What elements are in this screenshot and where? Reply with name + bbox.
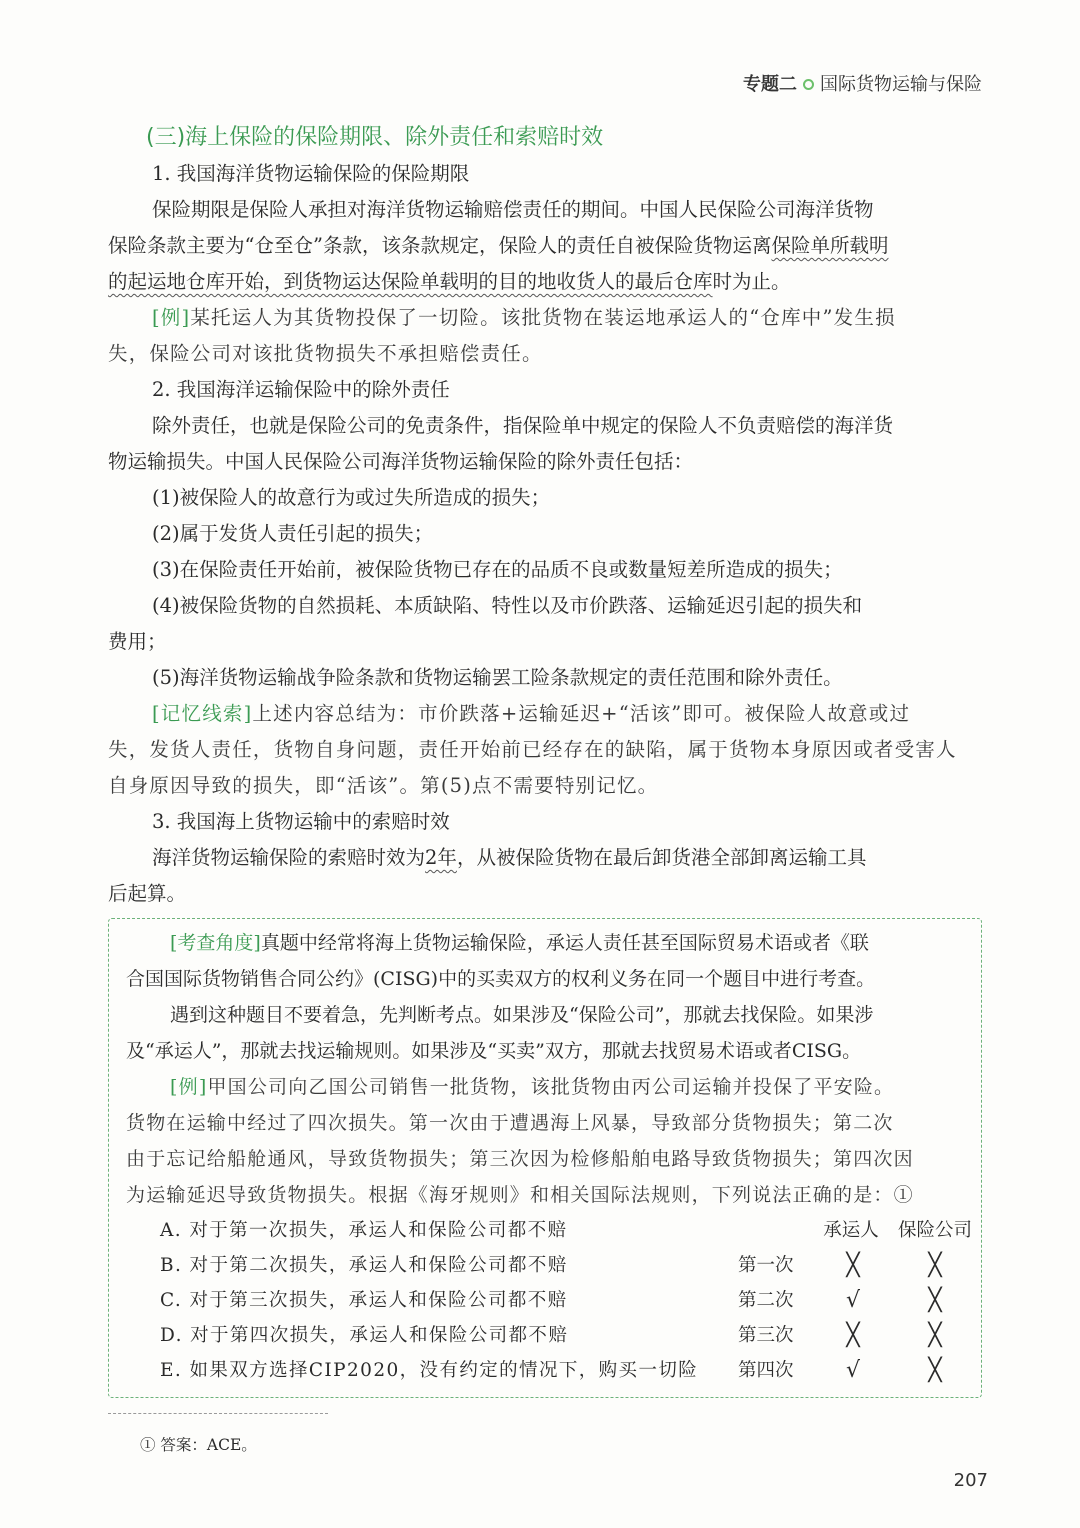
footnote: ① 答案：ACE。 [140, 1436, 257, 1454]
angle-tag: [考查角度] [170, 932, 261, 954]
exclusion-item-1: (1)被保险人的故意行为或过失所造成的损失； [152, 486, 551, 509]
emphasized-text: 保险单所载明 [771, 234, 889, 257]
s1-p1-line3 [108, 264, 982, 300]
exclusion-item-4: (4)被保险货物的自然损耗、本质缺陷、特性以及市价跌落、运输延迟引起的损失和 [152, 594, 863, 617]
option-d: D. 对于第四次损失，承运人和保险公司都不赔 [160, 1325, 569, 1346]
running-header [743, 70, 982, 96]
angle-line4: 及“承运人”，那就去找运输规则。如果涉及“买卖”双方，那就去找贸易术语或者CISG。 [126, 1040, 862, 1062]
table-row [738, 1353, 978, 1388]
s1-p1-line1: 保险期限是保险人承担对海洋货物运输赔偿责任的期间。中国人民保险公司海洋货物 [152, 198, 874, 221]
options-area [126, 1213, 972, 1388]
example-tag: [例] [170, 1076, 208, 1098]
s1-p1-line2 [108, 228, 982, 264]
exclusion-item-4-cont: 费用； [108, 630, 167, 653]
liability-table-header [738, 1213, 978, 1248]
exclusion-item-2: (2)属于发货人责任引起的损失； [152, 522, 434, 545]
text-run: 时为止。 [712, 270, 791, 293]
insurer-mark: ╳ [928, 1323, 942, 1348]
carrier-column-header: 承运人 [823, 1220, 879, 1241]
s3-p-line2: 后起算。 [108, 882, 187, 905]
option-b: B. 对于第二次损失，承运人和保险公司都不赔 [160, 1255, 568, 1276]
page-number: 207 [953, 1470, 988, 1491]
emphasized-text: 2年 [425, 846, 457, 869]
text-run: ，从被保险货物在最后卸货港全部卸离运输工具 [456, 846, 867, 869]
emphasized-text: 的起运地仓库开始，到货物运达保险单载明的目的地收货人的最后仓库 [108, 270, 713, 293]
table-row [738, 1318, 978, 1353]
insurer-mark: ╳ [928, 1253, 942, 1278]
memo-tag: [记忆线索] [152, 702, 253, 725]
text-run: 上述内容总结为：市价跌落+运输延迟+“活该”即可。被保险人故意或过 [252, 702, 911, 725]
section-title: (三)海上保险的保险期限、除外责任和索赔时效 [146, 125, 604, 150]
angle-line2: 合国国际货物销售合同公约》(CISG)中的买卖双方的权利义务在同一个题目中进行考查。 [126, 968, 876, 990]
s1-example-line2: 失，保险公司对该批货物损失不承担赔偿责任。 [108, 342, 543, 365]
text-run: 保险条款主要为“仓至仓”条款，该条款规定，保险人的责任自被保险货物运离 [108, 234, 772, 257]
insurer-mark: ╳ [928, 1288, 942, 1313]
row-label: 第三次 [738, 1325, 794, 1346]
exam-angle-box [108, 918, 982, 1398]
row-label: 第四次 [738, 1360, 794, 1381]
liability-table [738, 1213, 978, 1388]
text-run: 真题中经常将海上货物运输保险，承运人责任甚至国际贸易术语或者《联 [260, 932, 869, 954]
carrier-mark: ╳ [846, 1253, 860, 1278]
row-label: 第二次 [738, 1290, 794, 1311]
table-row [738, 1283, 978, 1318]
insurer-mark: ╳ [928, 1358, 942, 1383]
text-run: 某托运人为其货物投保了一切险。该批货物在装运地承运人的“仓库中”发生损 [190, 306, 896, 329]
insurer-column-header: 保险公司 [897, 1220, 972, 1241]
box-example-line3: 由于忘记给船舱通风，导致货物损失；第三次因为检修船舶电路导致货物损失；第四次因 [126, 1148, 914, 1170]
option-c: C. 对于第三次损失，承运人和保险公司都不赔 [160, 1290, 568, 1311]
topic-title: 国际货物运输与保险 [820, 74, 982, 95]
carrier-mark: ╳ [846, 1323, 860, 1348]
s1-example-line1 [108, 300, 982, 336]
s2-heading: 2. 我国海洋运输保险中的除外责任 [152, 378, 450, 401]
text-run: 甲国公司向乙国公司销售一批货物，该批货物由丙公司运输并投保了平安险。 [207, 1076, 895, 1098]
memo-line3: 自身原因导致的损失，即“活该”。第(5)点不需要特别记忆。 [108, 774, 659, 797]
exclusion-item-3: (3)在保险责任开始前，被保险货物已存在的品质不良或数量短差所造成的损失； [152, 558, 843, 581]
box-content [126, 925, 972, 1388]
box-example-line1 [126, 1069, 966, 1105]
box-example-line4: 为运输延迟导致货物损失。根据《海牙规则》和相关国际法规则，下列说法正确的是：① [126, 1184, 914, 1206]
row-label: 第一次 [738, 1255, 794, 1276]
carrier-mark: √ [845, 1288, 861, 1313]
angle-line1 [126, 925, 966, 961]
circle-bullet-icon [803, 79, 814, 90]
option-e: E. 如果双方选择CIP2020，没有约定的情况下，购买一切险 [160, 1360, 699, 1381]
text-run: 海洋货物运输保险的索赔时效为 [152, 846, 426, 869]
exclusion-item-5: (5)海洋货物运输战争险条款和货物运输罢工险条款规定的责任范围和除外责任。 [152, 666, 843, 689]
footnote-divider [108, 1413, 328, 1414]
option-a: A. 对于第一次损失，承运人和保险公司都不赔 [160, 1220, 568, 1241]
s3-p-line1 [108, 840, 982, 876]
angle-line3: 遇到这种题目不要着急，先判断考点。如果涉及“保险公司”，那就去找保险。如果涉 [170, 1004, 874, 1026]
topic-number: 专题二 [743, 74, 797, 95]
table-row [738, 1248, 978, 1283]
s3-heading: 3. 我国海上货物运输中的索赔时效 [152, 810, 450, 833]
s2-p-line2: 物运输损失。中国人民保险公司海洋货物运输保险的除外责任包括： [108, 450, 694, 473]
s1-heading: 1. 我国海洋货物运输保险的保险期限 [152, 162, 470, 185]
memo-line2: 失，发货人责任，货物自身问题，责任开始前已经存在的缺陷，属于货物本身原因或者受害人 [108, 738, 957, 761]
example-tag: [例] [152, 306, 191, 329]
memo-line1 [108, 696, 982, 732]
carrier-mark: √ [845, 1358, 861, 1383]
main-content [108, 120, 982, 912]
box-example-line2: 货物在运输中经过了四次损失。第一次由于遭遇海上风暴，导致部分货物损失；第二次 [126, 1112, 894, 1134]
s2-p-line1: 除外责任，也就是保险公司的免责条件，指保险单中规定的保险人不负责赔偿的海洋货 [152, 414, 894, 437]
